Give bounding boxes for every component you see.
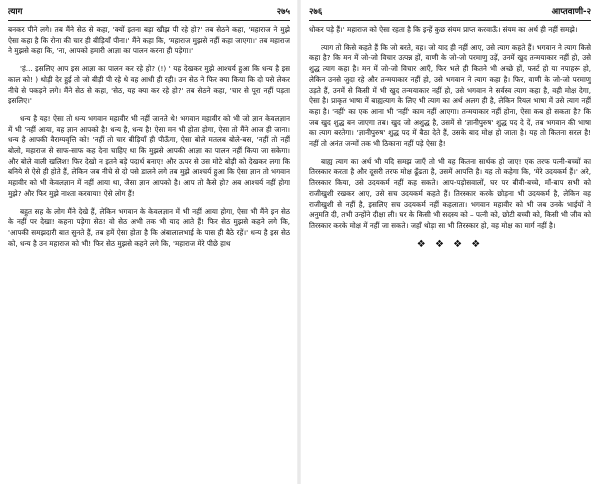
right-paragraph-1: धोकर पड़े हैं।' महाराज को ऐसा रहता है कि इन्हें कुछ संयम प्राप्त करवाऊँ। संयम का अर्थ ही नहीं समझे। xyxy=(309,25,578,34)
left-header-rule xyxy=(8,20,290,21)
left-page xyxy=(8,0,290,484)
left-paragraph-2: 'हं... इसलिए आप इस आज्ञा का पालन कर रहे हो? (!) ' यह देखकर मुझे आश्चर्य हुआ कि धन्य है इस काल को! ) थोड़ी देर हुई तो जो बीड़ी पी रहे थे वह आधी ही रही। उन सेठ ने फिर क्या किया कि दो पसे लेकर नीचे से पकड़ने लगे। मैंने सेठ से कहा, 'सेठ, यह क्या कर रहे हो?' तब सेठने कहा, 'चार से पूरा नहीं पड़ता इसलिए।' xyxy=(8,64,290,106)
left-page-header xyxy=(8,6,290,18)
book-gutter xyxy=(297,0,301,484)
right-header-title: आप्तवाणी-२ xyxy=(551,7,591,17)
left-header-title: त्याग xyxy=(8,7,23,17)
right-page-number: २७६ xyxy=(309,7,323,17)
right-page-body xyxy=(309,25,591,250)
right-page-header xyxy=(309,6,591,18)
left-page-body xyxy=(8,25,290,250)
left-paragraph-3: धन्य है यह! ऐसा तो धन्य भगवान महावीर भी नहीं जानते थे! भगवान महावीर को भी जो ज्ञान केवलज्ञान में भी 'नहीं आया, वह ज्ञान आपको है! धन्य है, धन्य है! ऐसा मन भी होता होगा, ऐसा तो मैंने आज ही जाना। धन्य है आपकी वैराग्यवृत्ति को! 'नहीं तो चार बीड़ियाँ ही पीऊँगा, ऐसा बोले मतलब बोले-बस, 'नहीं तो नहीं बोलो, महाराज से साफ-साफ कह देना चाहिए था कि मुझसे आपकी आज्ञा का पालन नहीं किया जा सकेगा। और बोले वाली खलिश! फिर देखो न इतने बड़े पदार्थ बनाए! और ऊपर से उस मोटे बोड़ी को देखकर लगा कि बनिये से ऐसे ही होते हैं, लेकिन जब नीचे से दो पसे डालने लगे तब मुझे आश्चर्य हुआ कि ऐसा ज्ञान तो भगवान महावीर को भी केवलज्ञान में नहीं आया था, जैसा ज्ञान आपको है। आप तो कैसे हो? अब आश्चर्य नहीं होगा मुझे? और फिर मुझे नाश्ता करवाया! ऐसे लोग हैं! xyxy=(8,113,290,198)
right-paragraph-3: बाह्य त्याग का अर्थ भी यदि समझ जाएँ तो भी वह कितना सार्थक हो जाए! एक तरफ पत्नी-बच्चों का तिरस्कार करता है और दूसरी तरफ मोक्ष ढूँढता है, उसमें आपत्ति है। यह तो कहेगा कि, 'मेरे उदयकर्म हैं।' अरे, तिरस्कार किया, उसे उदयकर्म नहीं कह सकते। आप-पड़ोसवालों, घर पर बीवी-बच्चे, माँ-बाप सभी को राजीखुशी रखकर आए, उसे सच उदयकर्म कहते हैं। तिरस्कार करके छोड़ना भी उदयकर्म है, लेकिन वह राजीखुशी से नहीं है, इसलिए सच उदयकर्म नहीं कहलाता। भगवान महावीर को भी जब उनके भाईयों ने अनुमति दी, तभी उन्होंने दीक्षा ली। घर के किसी भी सदस्य को – पत्नी को, छोटी बच्ची को, किसी भी जीव को तिरस्कार करके मोक्ष में नहीं जा सकते। जहाँ थोड़ा सा भी तिरस्कार हो, वह मोक्ष का मार्ग नहीं है। xyxy=(309,156,591,230)
right-page xyxy=(309,0,591,484)
right-paragraph-2: त्याग तो किसे कहते हैं कि जो बरते, वह। जो याद ही नहीं आए, उसे त्याग कहते हैं। भगवान ने त्याग किसे कहा है? कि मन में जो-जो विचार उत्पन्न हों, वाणी के जो-जो परमाणु उड़ें, उनमें खुद तन्मयाकार नहीं हो, उसे शुद्ध त्याग कहा है। मन में जो-जो विचार आएँ, फिर भले ही कितने भी अच्छे हों, फर्स्ट हो या नपाहरू हो, लेकिन उनसे जुदा रहे और तन्मयाकार नहीं हो, उसे भगवान ने त्याग कहा है। फिर, वाणी के जो-जो परमाणु उड़ते हैं, उनमें से किसी में भी खुद तन्मयाकार नहीं हो, उसे भगवान ने सर्वस्व त्याग कहा है, वही मोक्ष देगा, ऐसा है। प्राकृत भाषा में बाह्यत्याग के लिए भी त्याग का अर्थ अलग ही है, लेकिन रियल भाषा में उसे त्याग नहीं कहा है। 'नहीं' का एक आना भी 'नहीं' काम नहीं आएगा। तन्मयाकार नहीं होना, ऐसा कब हो सकता है? कि जब खुद शुद्ध बन जाएगा तब। खुद जो अशुद्ध है, उसमें से 'ज्ञानीपुरुष' शुद्ध पद दे दें, तब भगवान की भाषा का त्याग बरतेगा। 'ज्ञानीपुरुष' शुद्ध पद में बैठा देते हैं, उसके बाद मोक्ष हो जाता है। यह तो कितना सरल है! नहीं तो अनंत जन्मों तक भी ठिकाना नहीं पड़े ऐसा है! xyxy=(309,42,591,149)
left-paragraph-4: बहुत सह के लोग मैंने देखे हैं, लेकिन भगवान के केवलज्ञान में भी नहीं आया होगा, ऐसा भी मैंने इन सेठ के नहीं पर देखा! कहना पड़ेगा सेठ! वो सेठ अभी तक भी याद आते हैं! फिर सेठ मुझसे कहने लगे कि, 'आपकी समझदारी बात सुनते हैं, तब हमें ऐसा होता है कि अंबालालभाई के पास ही बैठे रहें।' धन्य है इस सेठ को, धन्य है उन महाराज को भी! फिर सेठ मुझसे कहने लगे कि, 'महाराज मेरे पीछे हाथ xyxy=(8,206,290,248)
right-header-rule xyxy=(309,20,591,21)
left-page-number: २७५ xyxy=(276,7,290,17)
section-end-ornament: ❖ ❖ ❖ ❖ xyxy=(416,238,484,250)
left-paragraph-1: बनकर पीने लगे। तब मैंने सेठ से कहा, 'क्यों इतना बड़ा खीझ पी रहे हो?' तब सेठने कहा, 'महाराज ने मुझे ऐसा कहा है कि रोना की चार ही बीड़ियाँ पीना।' मैंने कहा कि, 'महाराज मुझसे नहीं कहा जाएगा।' तब महाराज ने मुझसे कहा कि, 'ना, आपको हमारी आज्ञा का पालन करना ही पड़ेगा।' xyxy=(8,25,290,56)
